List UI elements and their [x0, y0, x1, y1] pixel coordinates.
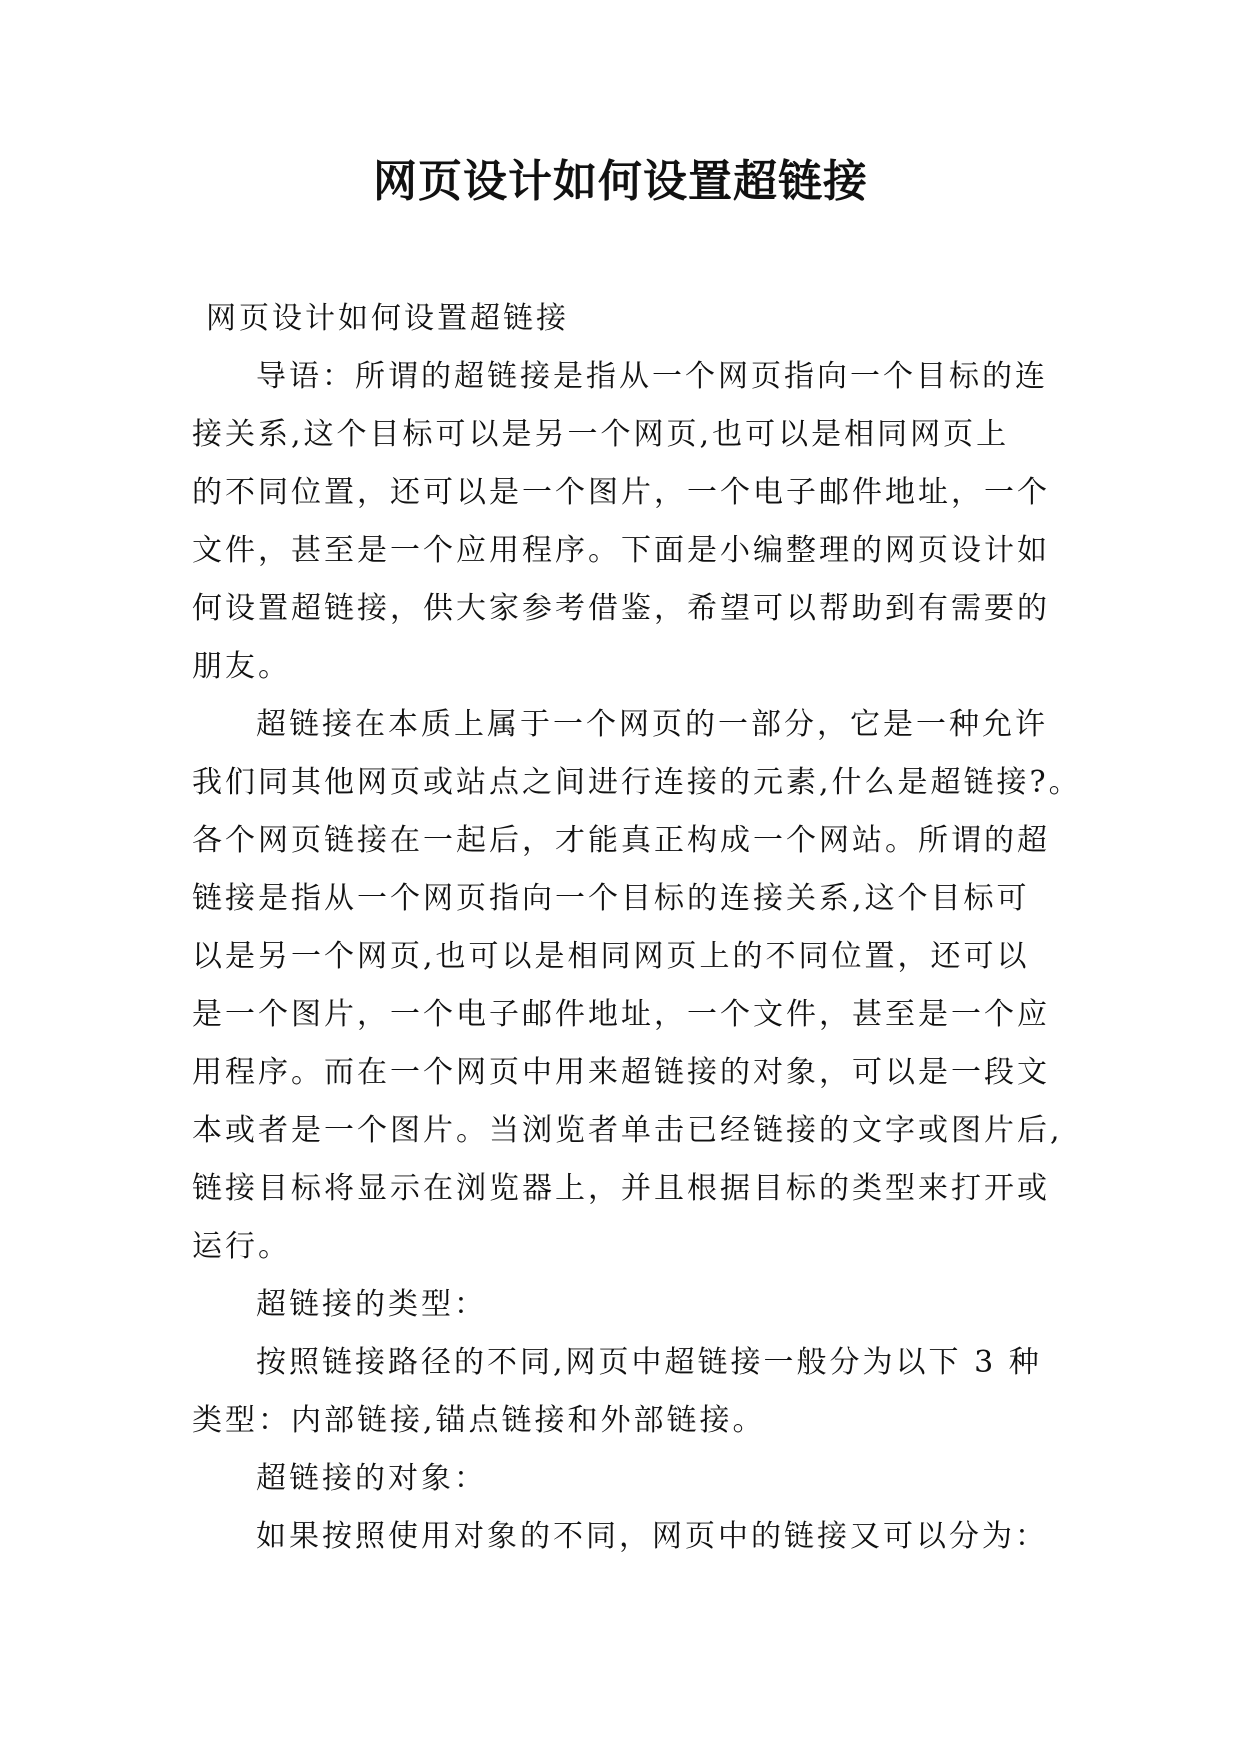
paragraph-line: 用程序。而在一个网页中用来超链接的对象，可以是一段文 — [192, 1055, 1050, 1090]
paragraph-line: 何设置超链接，供大家参考借鉴，希望可以帮助到有需要的 — [192, 591, 1050, 626]
paragraph-line: 超链接的类型： — [256, 1287, 487, 1322]
paragraph-line: 各个网页链接在一起后，才能真正构成一个网站。所谓的超 — [192, 823, 1050, 858]
paragraph-line: 以是另一个网页,也可以是相同网页上的不同位置，还可以 — [192, 939, 1030, 974]
paragraph-line: 本或者是一个图片。当浏览者单击已经链接的文字或图片后, — [192, 1113, 1063, 1148]
paragraph-line: 类型：内部链接,锚点链接和外部链接。 — [192, 1403, 766, 1438]
paragraph-line: 超链接在本质上属于一个网页的一部分，它是一种允许 — [256, 707, 1048, 742]
document-body — [192, 290, 1082, 1566]
paragraph-line: 如果按照使用对象的不同，网页中的链接又可以分为： — [256, 1519, 1048, 1554]
paragraph-line: 接关系,这个目标可以是另一个网页,也可以是相同网页上 — [192, 417, 1010, 452]
paragraph-line: 按照链接路径的不同,网页中超链接一般分为以下 3 种 — [256, 1345, 1042, 1380]
paragraph-line: 运行。 — [192, 1229, 291, 1264]
paragraph-line: 是一个图片，一个电子邮件地址，一个文件，甚至是一个应 — [192, 997, 1050, 1032]
paragraph-line: 导语：所谓的超链接是指从一个网页指向一个目标的连 — [256, 359, 1048, 394]
paragraph-line: 文件，甚至是一个应用程序。下面是小编整理的网页设计如 — [192, 533, 1050, 568]
document-subtitle: 网页设计如何设置超链接 — [206, 301, 569, 336]
paragraph-line: 我们同其他网页或站点之间进行连接的元素,什么是超链接?。 — [192, 765, 1082, 800]
paragraph-line: 超链接的对象： — [256, 1461, 487, 1496]
paragraph-line: 朋友。 — [192, 649, 291, 684]
paragraph-line: 链接是指从一个网页指向一个目标的连接关系,这个目标可 — [192, 881, 1030, 916]
paragraph-line: 链接目标将显示在浏览器上，并且根据目标的类型来打开或 — [192, 1171, 1050, 1206]
document-title: 网页设计如何设置超链接 — [373, 156, 868, 207]
paragraph-line: 的不同位置，还可以是一个图片，一个电子邮件地址，一个 — [192, 475, 1050, 510]
